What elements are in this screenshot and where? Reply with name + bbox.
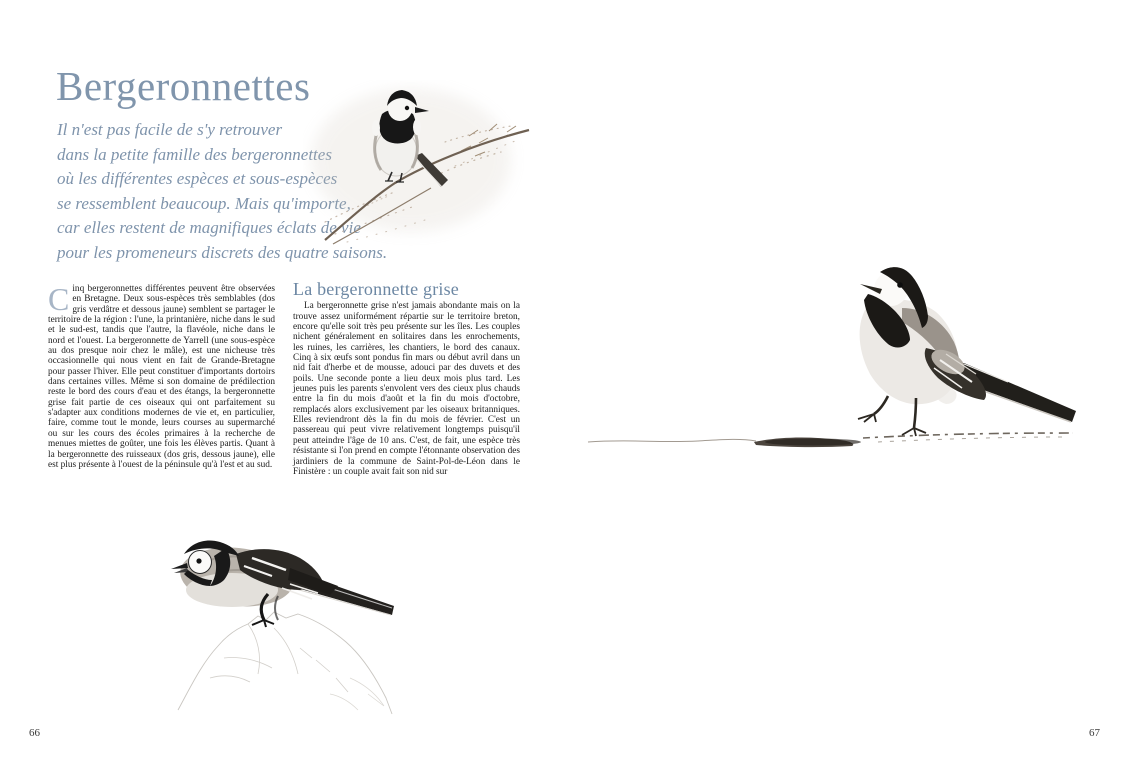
wagtail-on-grass-illustration bbox=[303, 80, 531, 248]
intro-line: pour les promeneurs discrets des quatre saisons. bbox=[57, 242, 388, 262]
bird-eye bbox=[897, 282, 903, 288]
intro-line: se ressemblent beaucoup. Mais qu'importe, bbox=[57, 193, 351, 213]
bird-foot bbox=[252, 620, 274, 627]
column1-text: inq bergeronnettes différentes peuvent être observées en Bretagne. Deux sous-espèces très semblables (dos gris verdâtre et dessous jaune) semblent se partager le territoire de la région : l'une, la printanière, niche dans le sud et le sud-est, tandis que l'autre, la flavéole, niche dans le nord et l'ouest. La bergeronnette de Yarrell (une sous-espèce au dos presque noir chez le mâle), est une nicheuse très occasionnelle qui nous vient en fait de Grande-Bretagne pour passer l'hiver. Elle peut constituer d'importants dortoirs dans certaines villes. Même si son domaine de prédilection reste le bord des cours d'eau et des étangs, la bergeronnette grise fait partie de ces oiseaux qui ont parfaitement su s'adapter aux conditions modernes de vie et, en particulier, faire, comme tout le monde, leurs courses au supermarché ou sur les cours des écoles primaires à la recherche de menues miettes de goûter, une fois les élèves partis. Quant à la bergeronnette des ruisseaux (dos gris, dessous jaune), elle est plus présente à l'ouest de la péninsule qu'à l'est et au sud. bbox=[48, 284, 275, 470]
drop-cap: C bbox=[48, 281, 70, 317]
page-number-left: 66 bbox=[29, 727, 40, 739]
intro-line: dans la petite famille des bergeronnettes bbox=[57, 144, 332, 164]
bird-beak bbox=[171, 563, 188, 569]
body-column-1 bbox=[48, 281, 275, 470]
intro-line: où les différentes espèces et sous-espèces bbox=[57, 169, 338, 188]
body-column-2 bbox=[293, 279, 520, 477]
intro-line: Il n'est pas facile de s'y retrouver bbox=[57, 120, 283, 139]
bird-eye bbox=[196, 558, 201, 563]
wagtail-bottom-bird bbox=[171, 541, 394, 628]
paragraph bbox=[48, 281, 275, 470]
rock-sketch bbox=[178, 612, 392, 714]
walking-wagtail-illustration bbox=[558, 256, 1083, 451]
intro-line: car elles restent de magnifiques éclats de vie bbox=[57, 218, 361, 237]
page-number-right: 67 bbox=[1089, 727, 1100, 739]
ground-line bbox=[588, 439, 756, 442]
ground-dashes bbox=[863, 433, 1073, 438]
bird-eye bbox=[405, 106, 409, 110]
wagtail-walking-bird bbox=[858, 267, 1076, 436]
bird-legs bbox=[858, 396, 926, 436]
wagtail-on-rock-illustration bbox=[140, 528, 410, 720]
section-heading: La bergeronnette grise bbox=[293, 279, 459, 299]
page-title: Bergeronnettes bbox=[56, 63, 311, 109]
column2-text: La bergeronnette grise n'est jamais abondante mais on la trouve assez uniformément répartie sur le territoire breton, encore qu'elle soit très peu présente sur les îles. Les couples nichent généralement en solitaires dans les enrochements, les ruines, les carrières, les chantiers, le bord des canaux. Cinq à six œufs sont pondus fin mars ou début avril dans un nid fait d'herbe et de mousse, adouci par des duvets et des poils. Une seconde ponte a lieu deux mois plus tard. Les jeunes puis les parents s'envolent vers des cieux plus chauds entre la fin du mois d'août et la fin du mois d'octobre, remplacés alors exclusivement par les oiseaux britanniques. Elles reviendront dès la fin du mois de février. C'est un passereau qui peut vivre relativement longtemps puisqu'il peut atteindre l'âge de 10 ans. C'est, de fait, une espèce très résistante si l'on prend en compte l'étonnante observation des jardiniers de la commune de Saint-Pol-de-Léon dans le Finistère : un couple avait fait son nid sur bbox=[293, 301, 520, 477]
